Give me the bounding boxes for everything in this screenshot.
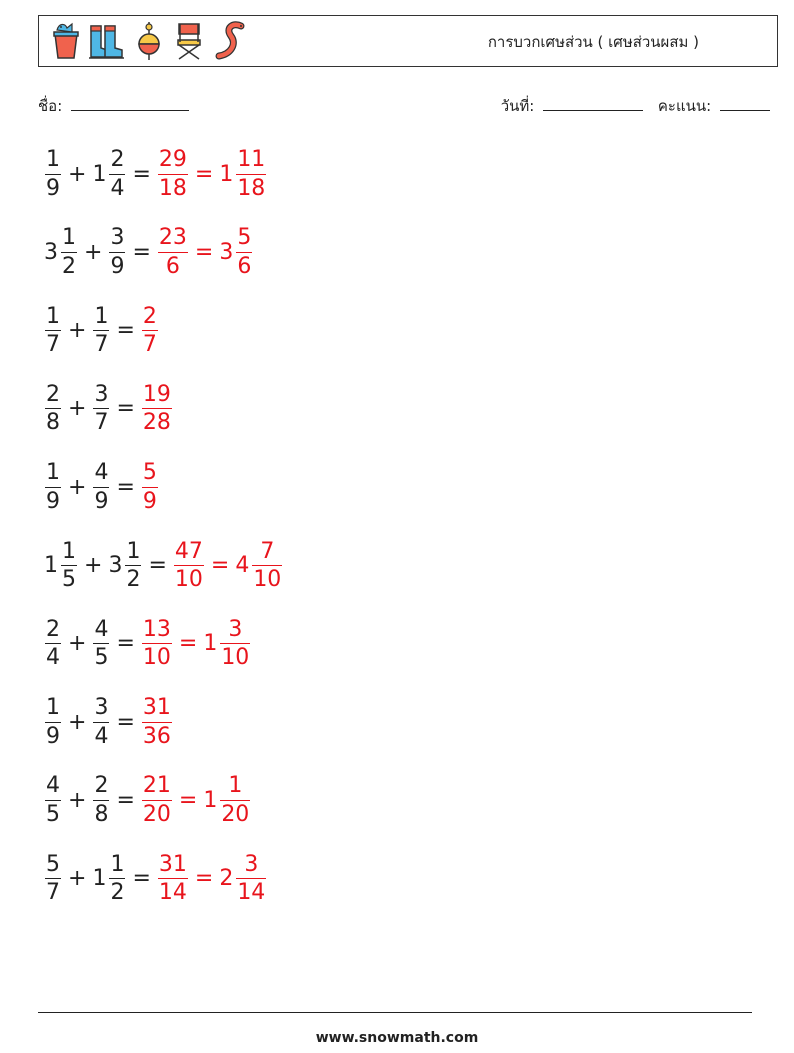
folding-chair-icon	[171, 20, 207, 62]
addend-1	[44, 146, 62, 202]
numerator: 47	[174, 538, 203, 564]
problem-row	[44, 691, 173, 753]
denominator: 10	[221, 645, 250, 671]
equals-sign: =	[116, 318, 135, 344]
plus-sign: +	[84, 239, 103, 265]
fraction	[220, 616, 250, 672]
equals-sign: =	[116, 709, 135, 735]
denominator: 4	[94, 723, 109, 749]
fraction	[45, 616, 61, 672]
numerator: 2	[46, 616, 60, 642]
fraction	[109, 224, 125, 280]
header-icons	[49, 18, 251, 64]
numerator: 1	[46, 147, 60, 172]
numerator: 3	[110, 225, 125, 251]
fishing-float-icon	[131, 20, 167, 62]
fraction	[45, 303, 61, 359]
denominator: 9	[94, 488, 109, 514]
denominator: 14	[158, 880, 187, 906]
mixed-number	[235, 538, 283, 594]
equals-sign: =	[132, 161, 151, 187]
mixed-number	[219, 224, 253, 280]
numerator: 19	[142, 381, 171, 407]
numerator: 29	[158, 147, 187, 172]
date-label: วันที่:	[500, 97, 535, 115]
numerator: 31	[158, 851, 187, 877]
denominator: 10	[174, 567, 203, 592]
equals-sign: =	[148, 553, 167, 578]
addend-1	[44, 616, 62, 672]
denominator: 9	[46, 175, 60, 201]
addend-1	[44, 381, 62, 437]
answer	[141, 303, 159, 359]
plus-sign: +	[84, 553, 103, 578]
fraction	[45, 146, 61, 202]
denominator: 18	[237, 175, 266, 201]
fraction	[236, 146, 266, 202]
numerator: 3	[228, 616, 243, 642]
fraction	[45, 459, 61, 515]
improper-fraction	[142, 694, 172, 750]
whole-number: 3	[219, 239, 234, 265]
denominator: 9	[142, 488, 157, 514]
date-blank	[543, 96, 643, 111]
problem-row	[44, 300, 159, 362]
denominator: 7	[94, 410, 109, 436]
denominator: 2	[126, 567, 141, 592]
boots-icon	[87, 20, 127, 62]
score-blank	[720, 96, 770, 111]
answer	[173, 538, 283, 594]
problem-row	[44, 456, 159, 518]
equals-sign: =	[132, 866, 151, 892]
bucket-icon	[49, 20, 83, 62]
denominator: 7	[46, 332, 60, 358]
equals-sign: =	[116, 787, 135, 813]
numerator: 31	[142, 695, 171, 721]
numerator: 23	[158, 225, 187, 251]
denominator: 4	[110, 175, 125, 201]
numerator: 2	[46, 381, 60, 407]
whole-number: 3	[108, 553, 123, 578]
numerator: 13	[142, 616, 171, 642]
numerator: 11	[237, 147, 266, 172]
denominator: 8	[46, 410, 60, 436]
worksheet-title: การบวกเศษส่วน ( เศษส่วนผสม )	[487, 33, 699, 51]
denominator: 2	[62, 253, 76, 279]
denominator: 10	[142, 645, 171, 671]
numerator: 1	[46, 695, 60, 721]
plus-sign: +	[68, 318, 87, 344]
fraction	[236, 851, 266, 907]
denominator: 5	[94, 645, 109, 671]
numerator: 1	[228, 773, 243, 799]
denominator: 9	[110, 253, 125, 279]
mixed-number	[203, 616, 251, 672]
denominator: 7	[46, 880, 60, 906]
answer	[141, 694, 173, 750]
plus-sign: +	[68, 709, 87, 735]
mixed-number	[203, 772, 251, 828]
worm-icon	[211, 20, 251, 62]
addend-2	[92, 616, 110, 672]
answer	[141, 459, 159, 515]
addend-2	[92, 694, 110, 750]
improper-fraction	[142, 616, 172, 672]
numerator: 3	[244, 851, 259, 877]
equals-sign: =	[210, 553, 230, 578]
numerator: 2	[110, 147, 125, 172]
fraction	[45, 694, 61, 750]
fraction	[93, 616, 109, 672]
problem-row	[44, 535, 283, 597]
equals-sign: =	[132, 239, 151, 265]
numerator: 5	[237, 225, 252, 251]
addend-2	[92, 459, 110, 515]
equals-sign: =	[178, 631, 198, 657]
footer-site: www.snowmath.com	[315, 1030, 479, 1046]
improper-fraction	[158, 851, 188, 907]
plus-sign: +	[68, 396, 87, 422]
addend-2	[92, 772, 110, 828]
improper-fraction	[142, 459, 158, 515]
answer	[141, 381, 173, 437]
fraction	[93, 694, 109, 750]
equals-sign: =	[116, 396, 135, 422]
improper-fraction	[174, 538, 204, 594]
score-label: คะแนน:	[657, 97, 712, 115]
plus-sign: +	[68, 866, 87, 892]
numerator: 21	[142, 773, 171, 799]
date-score-fields	[501, 94, 770, 118]
problem-row	[44, 613, 251, 675]
equals-sign: =	[178, 787, 198, 813]
plus-sign: +	[68, 161, 87, 187]
addend-1	[44, 538, 78, 594]
numerator: 5	[142, 460, 157, 486]
problem-row	[44, 143, 267, 205]
addend-1	[44, 851, 62, 907]
problem-row	[44, 221, 253, 283]
improper-fraction	[142, 381, 172, 437]
denominator: 4	[46, 645, 60, 671]
denominator: 2	[110, 880, 125, 906]
fraction	[125, 538, 141, 594]
numerator: 4	[46, 773, 60, 799]
fraction	[220, 772, 250, 828]
numerator: 3	[94, 695, 109, 721]
answer	[141, 772, 251, 828]
denominator: 36	[142, 723, 171, 749]
denominator: 7	[94, 332, 109, 358]
fraction	[93, 381, 109, 437]
numerator: 5	[46, 851, 60, 877]
equals-sign: =	[116, 631, 135, 657]
numerator: 1	[62, 225, 76, 251]
numerator: 7	[260, 538, 275, 564]
denominator: 8	[94, 801, 109, 827]
fraction	[93, 772, 109, 828]
equals-sign: =	[194, 239, 214, 265]
fraction	[93, 459, 109, 515]
footer-divider	[38, 1012, 752, 1013]
fraction	[236, 224, 252, 280]
mixed-number	[219, 146, 267, 202]
plus-sign: +	[68, 474, 87, 500]
addend-2	[92, 851, 126, 907]
improper-fraction	[158, 224, 188, 280]
name-label: ชื่อ:	[38, 97, 63, 115]
fraction	[45, 381, 61, 437]
fraction	[61, 224, 77, 280]
addend-2	[108, 538, 142, 594]
denominator: 28	[142, 410, 171, 436]
numerator: 2	[142, 303, 157, 329]
numerator: 4	[94, 616, 109, 642]
fraction	[252, 538, 282, 594]
denominator: 14	[237, 880, 266, 906]
whole-number: 1	[92, 161, 107, 187]
denominator: 20	[142, 801, 171, 827]
numerator: 1	[126, 538, 141, 564]
denominator: 6	[237, 253, 252, 279]
improper-fraction	[158, 146, 188, 202]
problem-row	[44, 848, 267, 910]
equals-sign: =	[194, 161, 214, 187]
whole-number: 1	[92, 866, 107, 892]
addend-1	[44, 303, 62, 359]
fraction	[45, 851, 61, 907]
addend-2	[92, 146, 126, 202]
whole-number: 4	[235, 553, 250, 578]
whole-number: 1	[203, 787, 218, 813]
problem-row	[44, 769, 251, 831]
numerator: 3	[94, 381, 109, 407]
fraction	[45, 772, 61, 828]
name-blank	[71, 96, 189, 111]
addend-2	[108, 224, 126, 280]
addend-1	[44, 694, 62, 750]
denominator: 18	[158, 175, 187, 201]
worksheet-header	[38, 15, 778, 67]
denominator: 6	[165, 253, 180, 279]
equals-sign: =	[194, 866, 214, 892]
addend-1	[44, 772, 62, 828]
problem-row	[44, 378, 173, 440]
denominator: 10	[253, 567, 282, 592]
whole-number: 1	[44, 553, 58, 578]
addend-2	[92, 381, 110, 437]
denominator: 20	[221, 801, 250, 827]
improper-fraction	[142, 303, 158, 359]
numerator: 1	[110, 851, 125, 877]
addend-1	[44, 224, 78, 280]
answer	[157, 146, 267, 202]
plus-sign: +	[68, 787, 87, 813]
equals-sign: =	[116, 474, 135, 500]
denominator: 5	[62, 567, 76, 592]
fraction	[93, 303, 109, 359]
denominator: 9	[46, 723, 60, 749]
name-field	[38, 94, 189, 118]
numerator: 2	[94, 773, 109, 799]
denominator: 7	[142, 332, 157, 358]
improper-fraction	[142, 772, 172, 828]
plus-sign: +	[68, 631, 87, 657]
answer	[157, 851, 267, 907]
numerator: 1	[94, 303, 109, 329]
denominator: 9	[46, 488, 60, 514]
addend-1	[44, 459, 62, 515]
denominator: 5	[46, 801, 60, 827]
numerator: 4	[94, 460, 109, 486]
fraction	[109, 146, 125, 202]
whole-number: 1	[219, 161, 234, 187]
numerator: 1	[46, 303, 60, 329]
numerator: 1	[46, 460, 60, 486]
whole-number: 3	[44, 239, 58, 265]
whole-number: 2	[219, 866, 234, 892]
numerator: 1	[62, 538, 76, 564]
addend-2	[92, 303, 110, 359]
fraction	[109, 851, 125, 907]
mixed-number	[219, 851, 267, 907]
answer	[157, 224, 253, 280]
whole-number: 1	[203, 631, 218, 657]
fraction	[61, 538, 77, 594]
answer	[141, 616, 251, 672]
